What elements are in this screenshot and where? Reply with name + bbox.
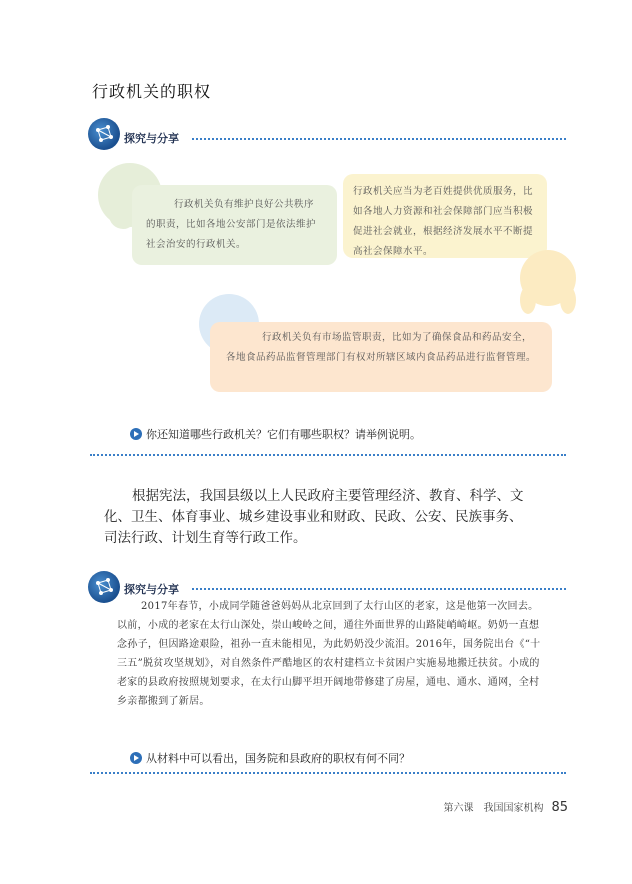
speech-bubble-1 [132, 185, 337, 265]
divider [192, 588, 566, 590]
question-1-text: 你还知道哪些行政机关？它们有哪些职权？请举例说明。 [146, 428, 421, 441]
page-number: 85 [551, 800, 568, 815]
play-bullet-icon [130, 428, 142, 440]
story-paragraph [117, 597, 545, 711]
section-title: 行政机关的职权 [92, 82, 212, 101]
divider [90, 772, 566, 774]
body-paragraph-text: 根据宪法，我国县级以上人民政府主要管理经济、教育、科学、文化、卫生、体育事业、城乡建设事业和财政、民政、公安、民族事务、司法行政、计划生育等行政工作。 [104, 488, 524, 546]
play-bullet-icon [130, 752, 142, 764]
bubble-text-2: 行政机关应当为老百姓提供优质服务，比如各地人力资源和社会保障部门应当积极促进社会就业，根据经济发展水平不断提高社会保障水平。 [353, 186, 534, 257]
head-silhouette-icon [512, 244, 584, 316]
divider [192, 138, 566, 140]
bubble-text-3: 行政机关负有市场监管职责，比如为了确保食品和药品安全，各地食品药品监督管理部门有权对所辖区域内食品药品进行监督管理。 [226, 332, 537, 363]
body-paragraph [104, 486, 534, 549]
bubble-text-1: 行政机关负有维护良好公共秩序的职责，比如各地公安部门是依法维护社会治安的行政机关。 [146, 199, 317, 250]
question-2-text: 从材料中可以看出，国务院和县政府的职权有何不同？ [146, 752, 410, 765]
explore-badge-icon [88, 571, 120, 603]
speech-bubble-3 [210, 322, 552, 392]
story-text: 2017年春节，小成同学随爸爸妈妈从北京回到了太行山区的老家，这是他第一次回去。以前，小成的老家在太行山深处，崇山峻岭之间，通往外面世界的山路陡峭崎岖。奶奶一直想念孙子，但因路途艰险，祖孙一直未能相见，为此奶奶没少流泪。2016年，国务院出台《“十三五”脱贫攻坚规划》，对自然条件严酷地区的农村建档立卡贫困户实施易地搬迁扶贫。小成的老家的县政府按照规划要求，在太行山脚平坦开阔地带修建了房屋，通电、通水、通网，全村乡亲都搬到了新居。 [117, 601, 541, 707]
explore-label: 探究与分享 [124, 132, 179, 145]
question-2 [130, 750, 410, 766]
explore-badge-icon [88, 118, 120, 150]
divider [90, 454, 566, 456]
page-footer [443, 799, 568, 815]
question-1 [130, 426, 421, 442]
explore-label: 探究与分享 [124, 583, 179, 596]
chapter-label: 第六课 我国国家机构 [443, 803, 544, 814]
